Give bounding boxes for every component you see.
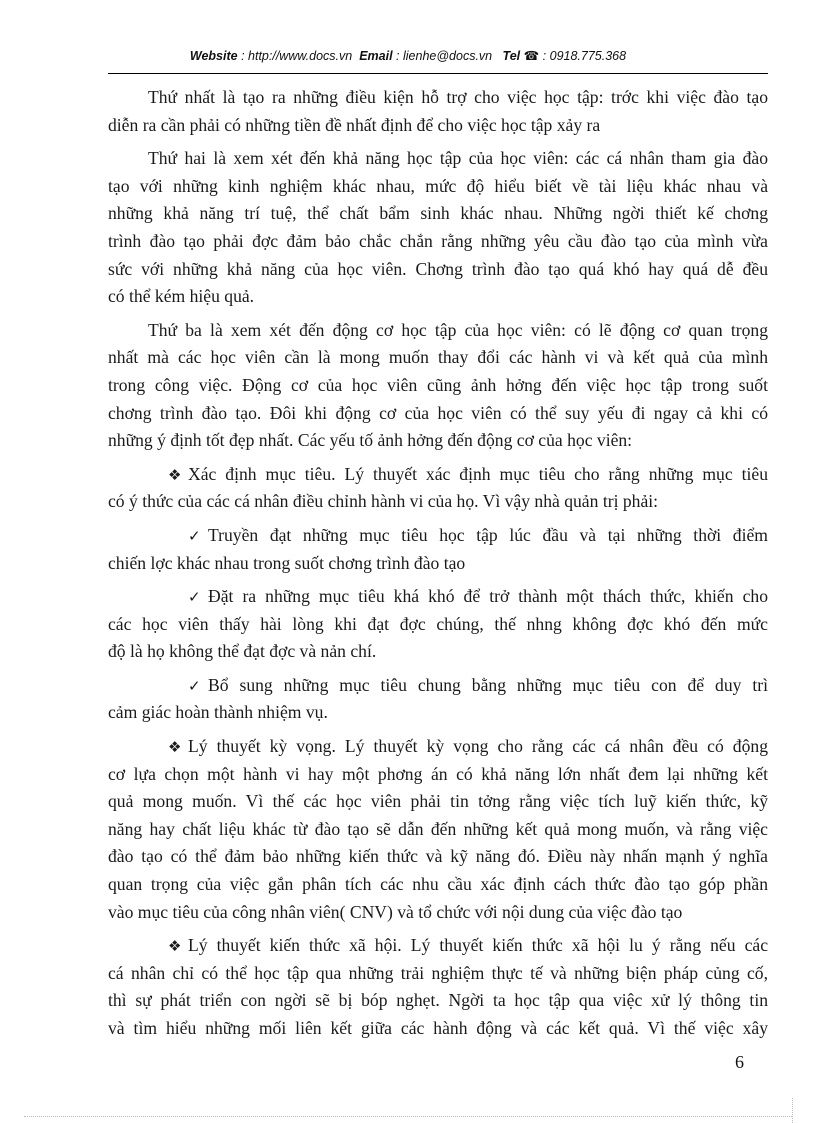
text-line: thì sự phát triển con ngời sẽ bị bóp nghẹt. Ngời ta học tập qua việc xử lý thông tin: [108, 990, 768, 1011]
text-line: chơng trình đào tạo. Đôi khi động cơ của học viên có thể suy yếu đi ngay cả khi có: [108, 402, 768, 423]
text-line: các học viên thấy hài lòng khi đạt đợc chúng, thế nhng không đợc khó đến mức: [108, 613, 768, 634]
text-line: cá nhân chỉ có thể học tập qua những trải nghiệm thực tế và những biện pháp củng cố,: [108, 962, 768, 983]
email-label: Email: [359, 49, 393, 63]
text-line: tạo với những kinh nghiệm khác nhau, mức độ hiểu biết về tài liệu khác nhau và: [108, 175, 768, 196]
text-line: Xác định mục tiêu. Lý thuyết xác định mục tiêu cho rằng những mục tiêu: [188, 463, 768, 484]
tel-label: Tel ☎: [502, 49, 540, 63]
text-line: độ là họ không thể đạt đợc và nản chí.: [108, 641, 377, 662]
text-line: những ý định tốt đẹp nhất. Các yếu tố ảnh hởng đến động cơ của học viên:: [108, 430, 633, 451]
text-line: đào tạo có thể đảm bảo những kiến thức và kỹ năng đó. Điều này nhấn mạnh ý nghĩa: [108, 846, 768, 867]
diamond-bullet-icon: ❖: [168, 937, 182, 956]
text-line: trong công việc. Động cơ của học viên cũng ảnh hởng đến việc học tập trong suốt: [108, 374, 768, 395]
page-header: [0, 48, 816, 63]
text-line: quả mong muốn. Vì thế các học viên phải tin tởng rằng việc tích luỹ kiến thức, kỹ: [108, 791, 768, 812]
text-line: Thứ ba là xem xét đến động cơ học tập của học viên: có lẽ động cơ quan trọng: [148, 319, 768, 340]
email-value: : lienhe@docs.vn: [396, 49, 493, 63]
text-line: Bổ sung những mục tiêu chung bằng những mục tiêu con để duy trì: [208, 674, 768, 695]
document-body: [108, 84, 768, 1043]
text-line: chiến lợc khác nhau trong suốt chơng trình đào tạo: [108, 552, 466, 573]
diamond-bullet-icon: ❖: [168, 465, 182, 484]
text-line: diễn ra cần phải có những tiền đề nhất định để cho việc học tập xảy ra: [108, 114, 601, 135]
text-line: Lý thuyết kiến thức xã hội. Lý thuyết kiến thức xã hội lu ý rằng nếu các: [188, 935, 768, 956]
text-line: có ý thức của các cá nhân điều chỉnh hành vi của họ. Vì vậy nhà quản trị phải:: [108, 491, 659, 512]
tel-value: : 0918.775.368: [542, 49, 627, 63]
text-line: trình đào tạo phải đợc đảm bảo chắc chắn rằng những yêu cầu đào tạo của mình vừa: [108, 230, 768, 251]
text-line: cơ lựa chọn một hành vi hay một phơng án có khả năng lớn nhất đem lại những kết: [108, 763, 768, 784]
check-icon: ✓: [188, 526, 201, 545]
page-number: 6: [735, 1052, 744, 1072]
page-side-border: [792, 1098, 793, 1123]
text-line: Thứ nhất là tạo ra những điều kiện hỗ trợ cho việc học tập: trớc khi việc đào tạo: [148, 87, 768, 107]
text-line: Đặt ra những mục tiêu khá khó để trở thành một thách thức, khiến cho: [208, 586, 768, 607]
text-line: sức với những khả năng của học viên. Chơng trình đào tạo quá khó hay quá dễ đều: [108, 258, 768, 279]
text-line: và tìm hiểu những mối liên kết giữa các hành động và các kết quả. Vì thế việc xây: [108, 1018, 768, 1038]
text-line: những khả năng trí tuệ, thể chất bẩm sinh khác nhau. Những ngời thiết kế chơng: [108, 203, 768, 224]
header-divider: [108, 73, 768, 74]
website-label: Website: [189, 49, 238, 63]
text-line: Lý thuyết kỳ vọng. Lý thuyết kỳ vọng cho rằng các cá nhân đều có động: [188, 736, 768, 757]
text-line: Truyền đạt những mục tiêu học tập lúc đầu và tại những thời điểm: [208, 524, 768, 545]
text-line: quan trọng của việc gắn phân tích các nhu cầu xác định cách thức đào tạo góp phần: [108, 874, 768, 895]
text-line: năng hay chất liệu khác từ đào tạo sẽ dẫn đến những kết quả mong muốn, và rằng việc: [108, 818, 768, 839]
page-bottom-border: [24, 1116, 792, 1117]
check-icon: ✓: [188, 676, 201, 695]
text-line: nhất mà các học viên cần là mong muốn thay đổi các hành vi và kết quả của mình: [108, 347, 768, 368]
diamond-bullet-icon: ❖: [168, 738, 182, 757]
check-icon: ✓: [188, 588, 201, 607]
text-line: cảm giác hoàn thành nhiệm vụ.: [108, 702, 328, 723]
text-line: Thứ hai là xem xét đến khả năng học tập của học viên: các cá nhân tham gia đào: [148, 148, 768, 169]
text-line: vào mục tiêu của công nhân viên( CNV) và tổ chức với nội dung của việc đào tạo: [108, 901, 683, 922]
text-line: có thể kém hiệu quả.: [108, 286, 255, 307]
website-value: : http://www.docs.vn: [241, 49, 353, 63]
